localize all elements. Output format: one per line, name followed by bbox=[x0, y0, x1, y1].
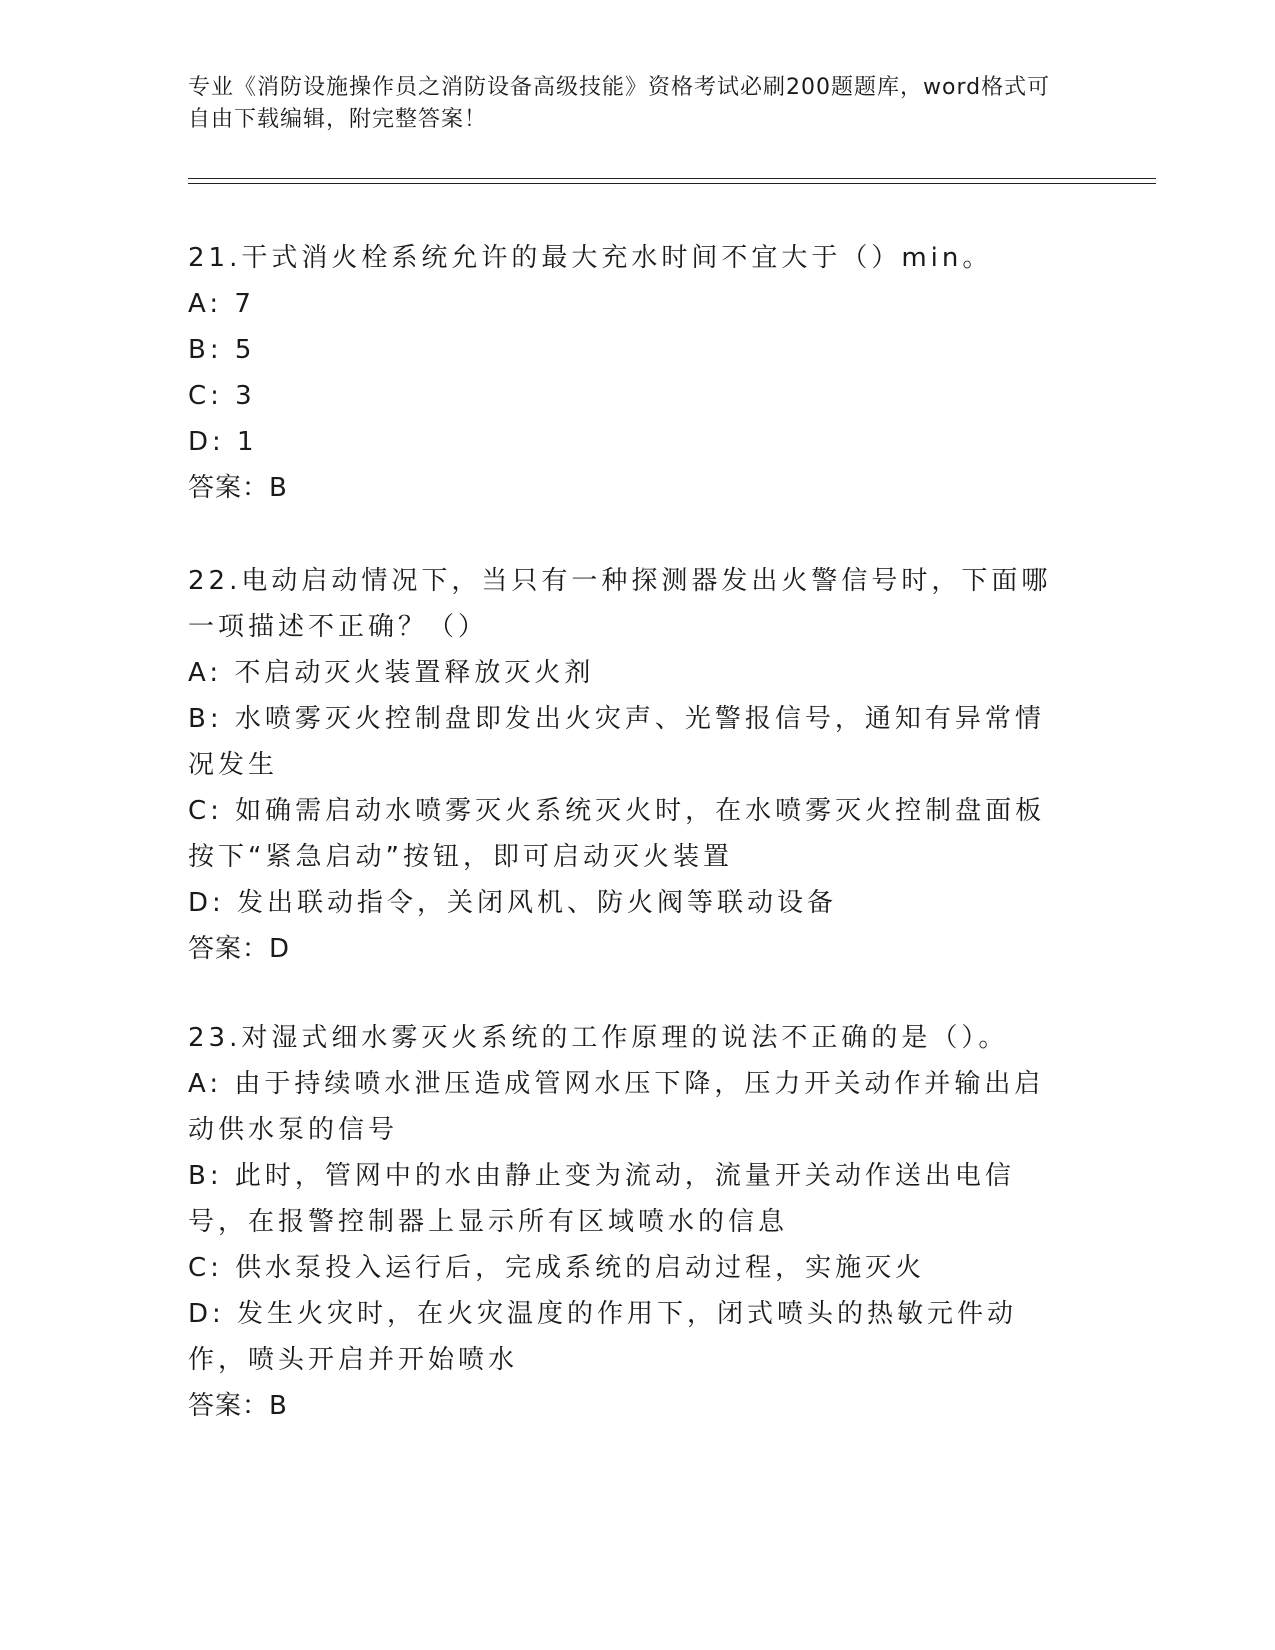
option-b: B: 此时，管网中的水由静止变为流动，流量开关动作送出电信号，在报警控制器上显示所有区域喷水的信息 bbox=[188, 1161, 1015, 1237]
question-stem: 22.电动启动情况下，当只有一种探测器发出火警信号时，下面哪一项描述不正确？（） bbox=[188, 566, 1052, 642]
option-b: B: 水喷雾灭火控制盘即发出火灾声、光警报信号，通知有异常情况发生 bbox=[188, 704, 1045, 780]
answer: 答案：B bbox=[188, 473, 288, 503]
header-divider-top bbox=[188, 178, 1156, 179]
question-21 bbox=[188, 235, 1068, 511]
option-c: C: 3 bbox=[188, 381, 256, 411]
question-stem: 23.对湿式细水雾灭火系统的工作原理的说法不正确的是（）。 bbox=[188, 1023, 1009, 1053]
answer: 答案：B bbox=[188, 1391, 288, 1421]
option-a: A: 7 bbox=[188, 289, 255, 319]
question-23 bbox=[188, 1015, 1068, 1429]
option-d: D: 发出联动指令，关闭风机、防火阀等联动设备 bbox=[188, 888, 838, 918]
option-c: C: 如确需启动水喷雾灭火系统灭火时，在水喷雾灭火控制盘面板按下“紧急启动”按钮，即可启动灭火装置 bbox=[188, 796, 1046, 872]
question-22 bbox=[188, 558, 1068, 972]
option-a: A: 不启动灭火装置释放灭火剂 bbox=[188, 658, 595, 688]
option-a: A: 由于持续喷水泄压造成管网水压下降，压力开关动作并输出启动供水泵的信号 bbox=[188, 1069, 1045, 1145]
option-d: D: 1 bbox=[188, 427, 258, 457]
document-header: 专业《消防设施操作员之消防设备高级技能》资格考试必刷200题题库，word格式可自由下载编辑，附完整答案！ bbox=[188, 75, 1051, 132]
option-b: B: 5 bbox=[188, 335, 256, 365]
answer: 答案：D bbox=[188, 934, 291, 964]
question-stem: 21.干式消火栓系统允许的最大充水时间不宜大于（）min。 bbox=[188, 243, 993, 273]
header-divider-bottom bbox=[188, 183, 1156, 184]
option-c: C: 供水泵投入运行后，完成系统的启动过程，实施灭火 bbox=[188, 1253, 926, 1283]
option-d: D: 发生火灾时，在火灾温度的作用下，闭式喷头的热敏元件动作，喷头开启并开始喷水 bbox=[188, 1299, 1018, 1375]
